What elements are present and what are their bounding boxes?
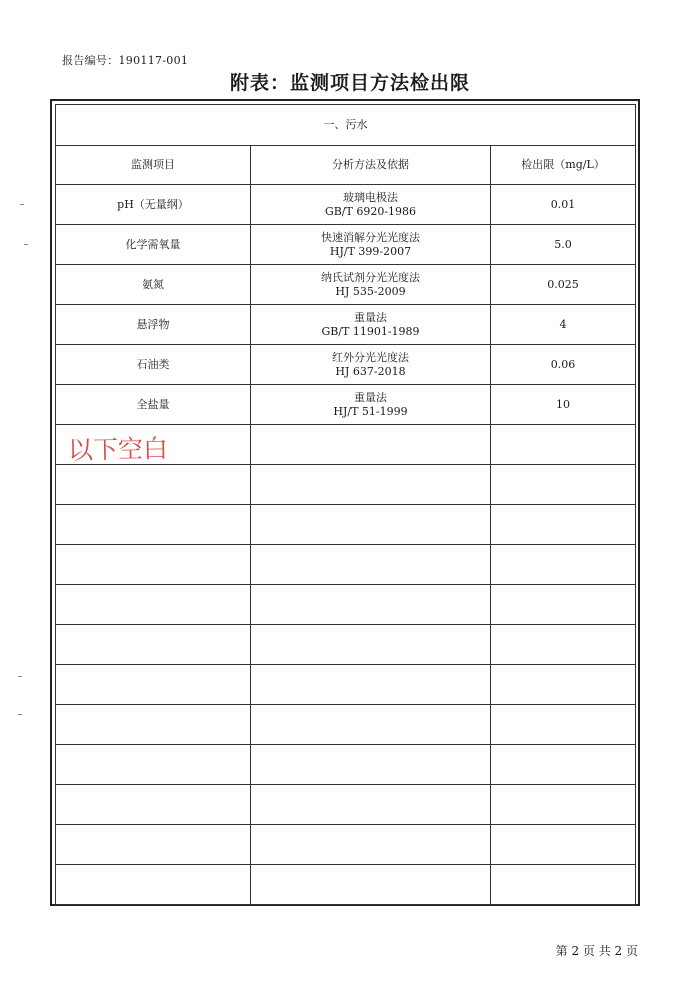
detection-limit-table [55,104,636,905]
blank-cell [56,865,251,905]
blank-cell [491,425,636,465]
blank-cell [251,505,491,545]
item-cell: 氨氮 [56,265,251,305]
column-header-method: 分析方法及依据 [251,146,491,185]
blank-table-row [56,825,636,865]
blank-table-row [56,505,636,545]
document-title: 附表：监测项目方法检出限 [229,72,470,94]
method-cell [251,185,491,225]
blank-cell [251,865,491,905]
method-standard: HJ 535-2009 [335,284,406,298]
blank-cell [251,825,491,865]
section-title: 一、污水 [56,105,636,146]
report-number: 报告编号：190117-001 [62,54,189,67]
method-name: 重量法 [354,390,387,404]
blank-cell [251,745,491,785]
method-standard: GB/T 11901-1989 [321,324,420,338]
item-cell: 化学需氧量 [56,225,251,265]
method-standard: HJ/T 51-1999 [333,404,408,418]
method-name: 玻璃电极法 [343,190,398,204]
blank-table-row [56,665,636,705]
blank-cell [251,785,491,825]
column-header-limit: 检出限（mg/L） [491,146,636,185]
limit-cell: 5.0 [491,225,636,265]
method-standard: GB/T 6920-1986 [324,204,417,218]
blank-table-row [56,625,636,665]
table-row [56,225,636,265]
blank-cell [56,785,251,825]
method-name: 快速消解分光光度法 [321,230,420,244]
blank-cell [251,625,491,665]
section-header-row [56,105,636,146]
blank-cell [491,705,636,745]
method-cell [251,305,491,345]
blank-cell [251,545,491,585]
table-row [56,385,636,425]
table-row [56,185,636,225]
limit-cell: 0.06 [491,345,636,385]
blank-cell [491,865,636,905]
blank-table-row [56,585,636,625]
table-row [56,345,636,385]
blank-cell [56,825,251,865]
blank-cell [491,585,636,625]
scan-speck [18,714,22,715]
blank-cell [491,505,636,545]
blank-cell [491,665,636,705]
limit-cell: 10 [491,385,636,425]
blank-cell [491,545,636,585]
limit-cell: 0.025 [491,265,636,305]
blank-cell [491,745,636,785]
method-name: 纳氏试剂分光光度法 [321,270,420,284]
table-row [56,305,636,345]
blank-table-row [56,865,636,905]
table-row [56,265,636,305]
blank-table-row [56,745,636,785]
scan-speck [24,244,28,245]
blank-cell [491,785,636,825]
blank-table-row [56,705,636,745]
blank-below-stamp: 以下空白 [67,434,169,465]
item-cell: pH（无量纲） [56,185,251,225]
limit-cell: 0.01 [491,185,636,225]
scan-speck [20,204,24,205]
item-cell: 悬浮物 [56,305,251,345]
blank-cell [56,625,251,665]
method-cell [251,265,491,305]
method-cell [251,225,491,265]
blank-cell [56,465,251,505]
blank-cell [56,545,251,585]
blank-cell [251,665,491,705]
blank-cell [491,825,636,865]
blank-cell [56,505,251,545]
column-header-item: 监测项目 [56,146,251,185]
blank-cell [56,665,251,705]
blank-table-row [56,465,636,505]
method-standard: HJ 637-2018 [335,364,406,378]
blank-cell [251,425,491,465]
blank-cell [491,625,636,665]
method-cell [251,385,491,425]
item-cell: 全盐量 [56,385,251,425]
blank-table-row [56,785,636,825]
page-number: 第 2 页 共 2 页 [555,944,638,958]
blank-table-row [56,545,636,585]
blank-cell [56,585,251,625]
method-name: 红外分光光度法 [332,350,409,364]
blank-cell [56,745,251,785]
method-cell [251,345,491,385]
method-standard: HJ/T 399-2007 [329,244,412,258]
blank-cell [251,585,491,625]
method-name: 重量法 [354,310,387,324]
blank-cell [251,465,491,505]
column-header-row [56,146,636,185]
blank-cell [491,465,636,505]
blank-cell [56,705,251,745]
item-cell: 石油类 [56,345,251,385]
scan-speck [18,676,22,677]
blank-cell [251,705,491,745]
limit-cell: 4 [491,305,636,345]
